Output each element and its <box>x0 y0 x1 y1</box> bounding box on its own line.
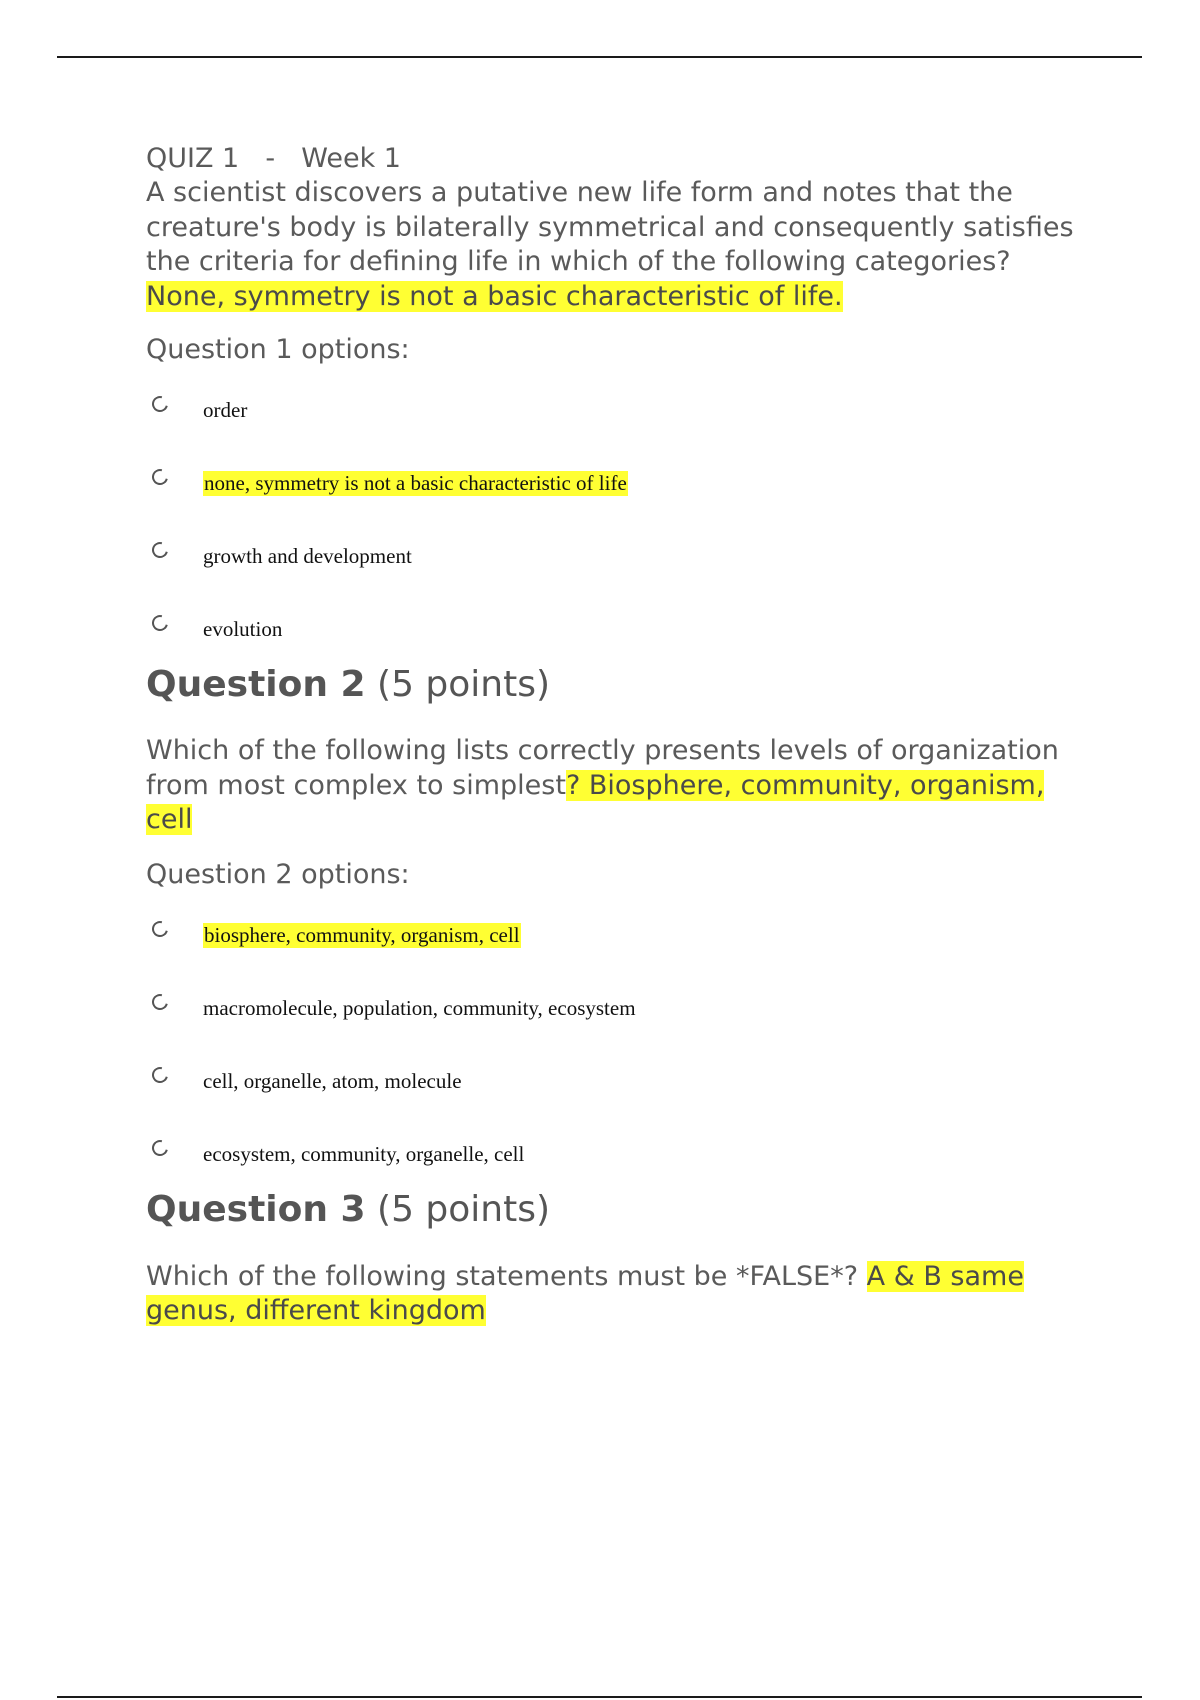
option-none-symmetry[interactable] <box>146 461 1076 534</box>
question-2-heading <box>146 663 1076 707</box>
option-ecosystem[interactable] <box>146 1132 1076 1182</box>
option-label: ecosystem, community, organelle, cell <box>203 1141 525 1166</box>
option-order[interactable] <box>146 388 1076 461</box>
question-1-options <box>146 388 1076 657</box>
option-growth-and-development[interactable] <box>146 534 1076 607</box>
option-label: growth and development <box>203 544 412 568</box>
quiz-title-separator: - <box>265 143 276 174</box>
bottom-rule <box>57 1696 1142 1698</box>
question-1-text <box>146 176 1076 314</box>
top-rule <box>57 56 1142 58</box>
option-label: order <box>203 398 248 422</box>
radio-button-icon[interactable] <box>149 466 171 488</box>
option-label: macromolecule, population, community, ecosystem <box>203 995 636 1020</box>
radio-button-icon[interactable] <box>149 991 171 1013</box>
question-2-options <box>146 913 1076 1182</box>
quiz-content <box>146 142 1076 1329</box>
option-label-highlighted: none, symmetry is not a basic characteristic of life <box>204 471 627 495</box>
radio-button-icon[interactable] <box>149 612 171 634</box>
quiz-title <box>146 142 1076 176</box>
option-label: cell, organelle, atom, molecule <box>203 1068 462 1093</box>
radio-button-icon[interactable] <box>149 1137 171 1159</box>
question-3-heading <box>146 1188 1076 1232</box>
question-3-text <box>146 1260 1076 1329</box>
quiz-title-main: QUIZ 1 <box>146 143 240 174</box>
question-2-answer-highlight: ? Biosphere, community, organism, cell <box>146 769 1045 835</box>
option-label-highlighted: biosphere, community, organism, cell <box>204 922 520 947</box>
quiz-title-week: Week 1 <box>301 143 401 174</box>
question-3-answer-highlight: A & B same genus, different kingdom <box>146 1260 1024 1326</box>
option-macromolecule[interactable] <box>146 986 1076 1059</box>
option-evolution[interactable] <box>146 607 1076 657</box>
question-2-title: Question 2 <box>146 664 366 705</box>
radio-button-icon[interactable] <box>149 1064 171 1086</box>
radio-button-icon[interactable] <box>149 393 171 415</box>
option-label: evolution <box>203 617 283 641</box>
question-1-answer-highlight: None, symmetry is not a basic characteristic of life. <box>146 280 843 312</box>
question-3-title: Question 3 <box>146 1188 366 1230</box>
question-2-prompt: Which of the following lists correctly presents levels of organization from most complex to simplest <box>146 735 1059 801</box>
option-biosphere[interactable] <box>146 913 1076 986</box>
question-2-text <box>146 734 1076 838</box>
question-2-points: (5 points) <box>377 664 551 705</box>
radio-button-icon[interactable] <box>149 539 171 561</box>
question-1-prompt: A scientist discovers a putative new life form and notes that the creature's body is bilaterally symmetrical and consequently satisfies the criteria for defining life in which of the following categories? <box>146 177 1074 277</box>
question-3-points: (5 points) <box>377 1188 551 1230</box>
option-cell-organelle[interactable] <box>146 1059 1076 1132</box>
radio-button-icon[interactable] <box>149 918 171 940</box>
question-1-options-label: Question 1 options: <box>146 334 410 365</box>
question-3-prompt: Which of the following statements must be *FALSE*? <box>146 1260 859 1292</box>
question-2-options-label: Question 2 options: <box>146 858 410 890</box>
